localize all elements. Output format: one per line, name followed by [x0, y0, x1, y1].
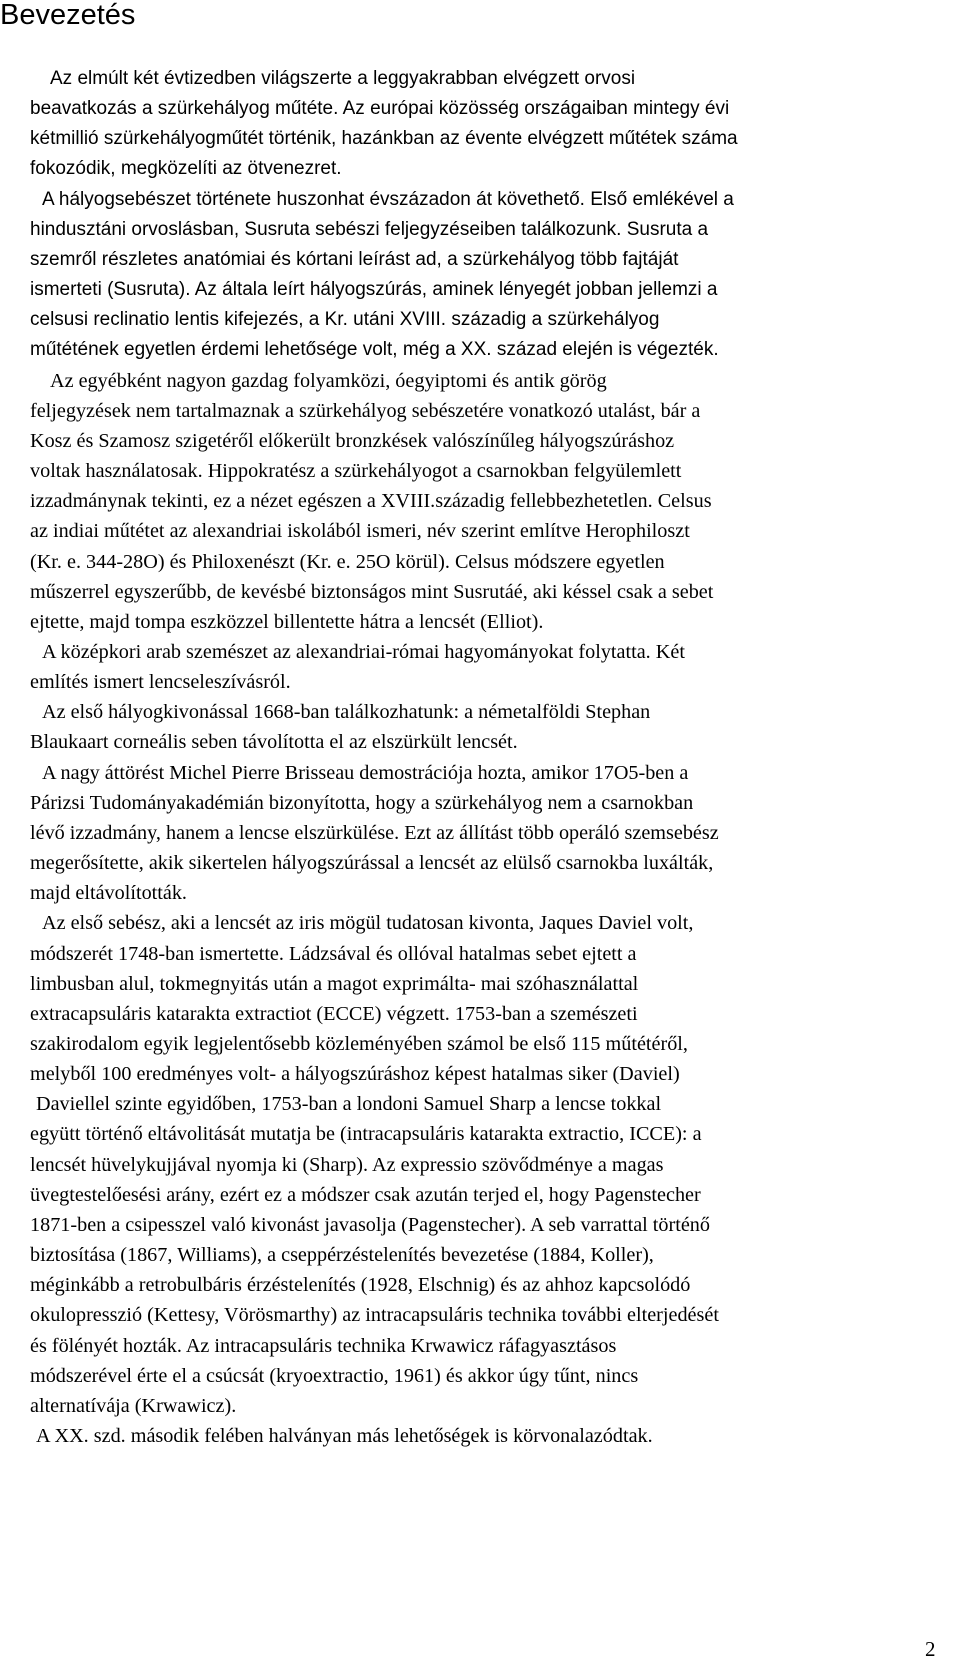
page-title: Bevezetés: [0, 0, 136, 31]
text-line: celsusi reclinatio lentis kifejezés, a Kr. utáni XVIII. századig a szürkehályog: [30, 309, 660, 331]
text-line: Kosz és Szamosz szigetéről előkerült bronzkések valószínűleg hályogszúráshoz: [30, 429, 675, 452]
text-line: lévő izzadmány, hanem a lencse elszürkülése. Ezt az állítást több operáló szemsebész: [30, 821, 719, 844]
text-line: műtétének egyetlen érdemi lehetősége volt, még a XX. század elején is végezték.: [30, 339, 719, 361]
text-line: együtt történő eltávolitását mutatja be (intracapsuláris katarakta extractio, ICCE): a: [30, 1123, 702, 1146]
text-line: Az elmúlt két évtizedben világszerte a leggyakrabban elvégzett orvosi: [50, 68, 636, 89]
text-line: extracapsuláris katarakta extractiot (ECCE) végzett. 1753-ban a szemészeti: [30, 1002, 638, 1025]
text-line: A középkori arab szemészet az alexandriai-római hagyományokat folytatta. Két: [42, 640, 685, 663]
text-line: említés ismert lencseleszívásról.: [30, 671, 291, 694]
text-line: Az egyébként nagyon gazdag folyamközi, óegyiptomi és antik görög: [50, 369, 607, 392]
text-line: Az első hályogkivonással 1668-ban találkozhatunk: a németalföldi Stephan: [42, 701, 651, 724]
page-number: 2: [925, 1637, 936, 1661]
text-line: biztosítása (1867, Williams), a cseppérzéstelenítés bevezetése (1884, Koller),: [30, 1244, 654, 1267]
text-line: üvegtestelőesési arány, ezért ez a módszer csak azután terjed el, hogy Pagenstecher: [30, 1183, 701, 1206]
text-line: limbusban alul, tokmegnyitás után a magot exprimálta- mai szóhasználattal: [30, 972, 639, 995]
text-line: ejtette, majd tompa eszközzel billentette hátra a lencsét (Elliot).: [30, 610, 544, 633]
text-line: feljegyzések nem tartalmaznak a szürkehályog sebészetére vonatkozó utalást, bár a: [30, 399, 701, 422]
text-line: lencsét hüvelykujjával nyomja ki (Sharp). Az expressio szövődménye a magas: [30, 1153, 664, 1176]
text-line: módszerével érte el a csúcsát (kryoextractio, 1961) és akkor úgy tűnt, nincs: [30, 1364, 639, 1387]
text-line: A nagy áttörést Michel Pierre Brisseau demostrációja hozta, amikor 17O5-ben a: [42, 761, 689, 784]
text-line: voltak használatosak. Hippokratész a szürkehályogot a csarnokban felgyülemlett: [30, 460, 682, 483]
text-line: alternatívája (Krwawicz).: [30, 1394, 237, 1417]
text-line: melyből 100 eredményes volt- a hályogszúráshoz képest hatalmas siker (Daviel): [30, 1063, 680, 1086]
text-line: Az első sebész, aki a lencsét az iris mögül tudatosan kivonta, Jaques Daviel volt,: [42, 912, 694, 935]
text-line: szakirodalom egyik legjelentősebb közleményében számol be első 115 műtétéről,: [30, 1033, 688, 1055]
text-line: és fölényét hozták. Az intracapsuláris technika Krwawicz ráfagyasztásos: [30, 1334, 617, 1357]
text-line: Párizsi Tudományakadémián bizonyította, hogy a szürkehályog nem a csarnokban: [30, 791, 694, 814]
text-line: (Kr. e. 344-28O) és Philoxenészt (Kr. e. 25O körül). Celsus módszere egyetlen: [30, 550, 665, 573]
text-line: szemről részletes anatómiai és kórtani leírást ad, a szürkehályog több fajtáját: [30, 248, 679, 270]
text-line: kétmillió szürkehályogműtét történik, hazánkban az évente elvégzett műtétek száma: [30, 128, 738, 150]
body-text: [30, 64, 950, 1451]
text-line: Daviellel szinte egyidőben, 1753-ban a londoni Samuel Sharp a lencse tokkal: [36, 1093, 662, 1116]
text-line: műszerrel egyszerűbb, de kevésbé biztonságos mint Susrutáé, aki késsel csak a sebet: [30, 580, 714, 603]
text-line: módszerét 1748-ban ismertette. Ládzsával és ollóval hatalmas sebet ejtett a: [30, 942, 637, 965]
text-line: 1871-ben a csipesszel való kivonást javasolja (Pagenstecher). A seb varrattal történő: [30, 1213, 710, 1236]
text-line: méginkább a retrobulbáris érzéstelenítés (1928, Elschnig) és az ahhoz kapcsolódó: [30, 1274, 691, 1297]
text-line: majd eltávolították.: [30, 882, 187, 905]
text-line: fokozódik, megközelíti az ötvenezret.: [30, 158, 342, 180]
text-line: hindusztáni orvoslásban, Susruta sebészi feljegyzéseiben találkozunk. Susruta a: [30, 218, 709, 240]
text-line: A XX. szd. második felében halványan más lehetőségek is körvonalazódtak.: [36, 1425, 653, 1448]
text-line: A hályogsebészet története huszonhat évszázadon át követhető. Első emlékével a: [42, 188, 734, 210]
text-line: Blaukaart corneális seben távolította el az elszürkült lencsét.: [30, 731, 518, 754]
text-line: megerősítette, akik sikertelen hályogszúrással a lencsét az elülső csarnokba luxálták,: [30, 852, 714, 875]
text-line: az indiai műtétet az alexandriai iskolából ismeri, név szerint említve Herophiloszt: [30, 520, 690, 543]
text-line: beavatkozás a szürkehályog műtéte. Az európai közösség országaiban mintegy évi: [30, 98, 730, 120]
text-line: okulopresszió (Kettesy, Vörösmarthy) az intracapsuláris technika további elterjedését: [30, 1304, 719, 1327]
text-line: ismerteti (Susruta). Az általa leírt hályogszúrás, aminek lényegét jobban jellemzi a: [30, 279, 718, 301]
text-line: izzadmánynak tekinti, ez a nézet egészen a XVIII.századig fellebbezhetetlen. Celsus: [30, 490, 712, 513]
